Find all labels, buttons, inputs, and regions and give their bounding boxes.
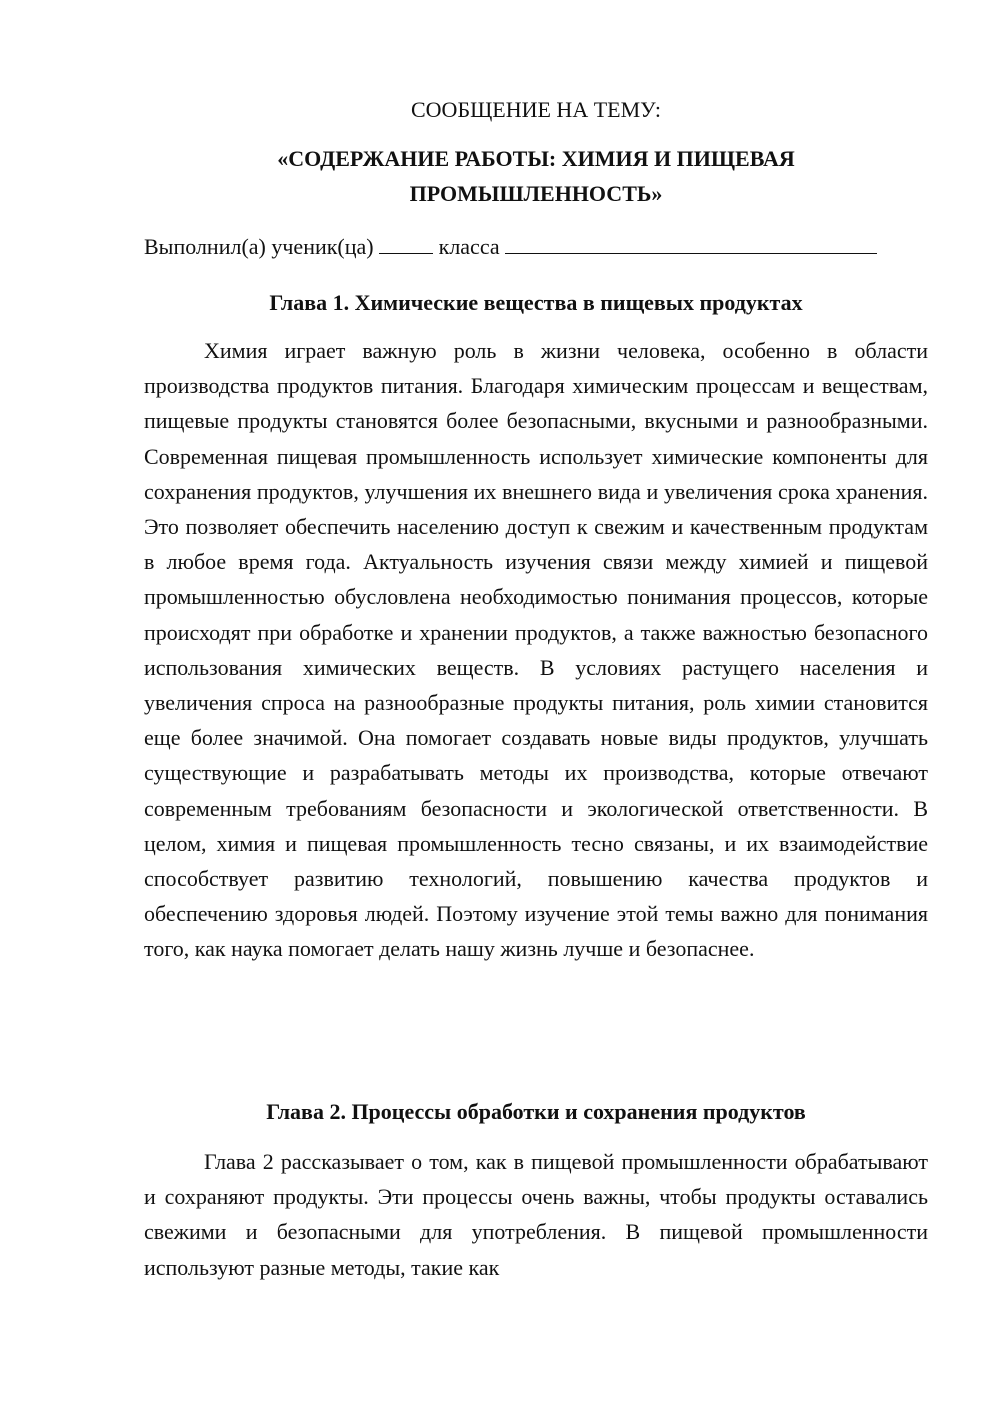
class-label: класса bbox=[438, 234, 500, 259]
chapter-1-heading: Глава 1. Химические вещества в пищевых продуктах bbox=[269, 290, 803, 315]
chapter-2-paragraph: Глава 2 рассказывает о том, как в пищевой промышленности обрабатывают и сохраняют продукты. Эти процессы очень важны, чтобы продукты оставались свежими и безопасными для употребления. В пищевой промышленности используют разные методы, такие как bbox=[144, 1149, 928, 1280]
chapter-2-heading: Глава 2. Процессы обработки и сохранения продуктов bbox=[266, 1099, 806, 1124]
subject-line: СООБЩЕНИЕ НА ТЕМУ: bbox=[411, 97, 661, 122]
performed-by-label: Выполнил(а) ученик(ца) bbox=[144, 234, 374, 259]
title-line-1: «СОДЕРЖАНИЕ РАБОТЫ: ХИМИЯ И ПИЩЕВАЯ bbox=[277, 146, 795, 171]
class-number-blank bbox=[379, 231, 433, 254]
document-page bbox=[144, 0, 928, 1414]
signature-line bbox=[144, 229, 928, 264]
title-line-2: ПРОМЫШЛЕННОСТЬ» bbox=[409, 181, 663, 206]
chapter-1-paragraph: Химия играет важную роль в жизни человека, особенно в области производства продуктов питания. Благодаря химическим процессам и веществам, пищевые продукты становятся более безопасными, вкусными и разнообразными. Современная пищевая промышленность использует химические компоненты для сохранения продуктов, улучшения их внешнего вида и увеличения срока хранения. Это позволяет обеспечить населению доступ к свежим и качественным продуктам в любое время года. Актуальность изучения связи между химией и пищевой промышленностью обусловлена необходимостью понимания процессов, которые происходят при обработке и хранении продуктов, а также важностью безопасного использования химических веществ. В условиях растущего населения и увеличения спроса на разнообразные продукты питания, роль химии становится еще более значимой. Она помогает создавать новые виды продуктов, улучшать существующие и разрабатывать методы их производства, которые отвечают современным требованиям безопасности и экологической ответственности. В целом, химия и пищевая промышленность тесно связаны, и их взаимодействие способствует развитию технологий, повышению качества продуктов и обеспечению здоровья людей. Поэтому изучение этой темы важно для понимания того, как наука помогает делать нашу жизнь лучше и безопаснее. bbox=[144, 338, 928, 962]
student-name-blank bbox=[505, 231, 877, 254]
document-title bbox=[144, 141, 928, 211]
